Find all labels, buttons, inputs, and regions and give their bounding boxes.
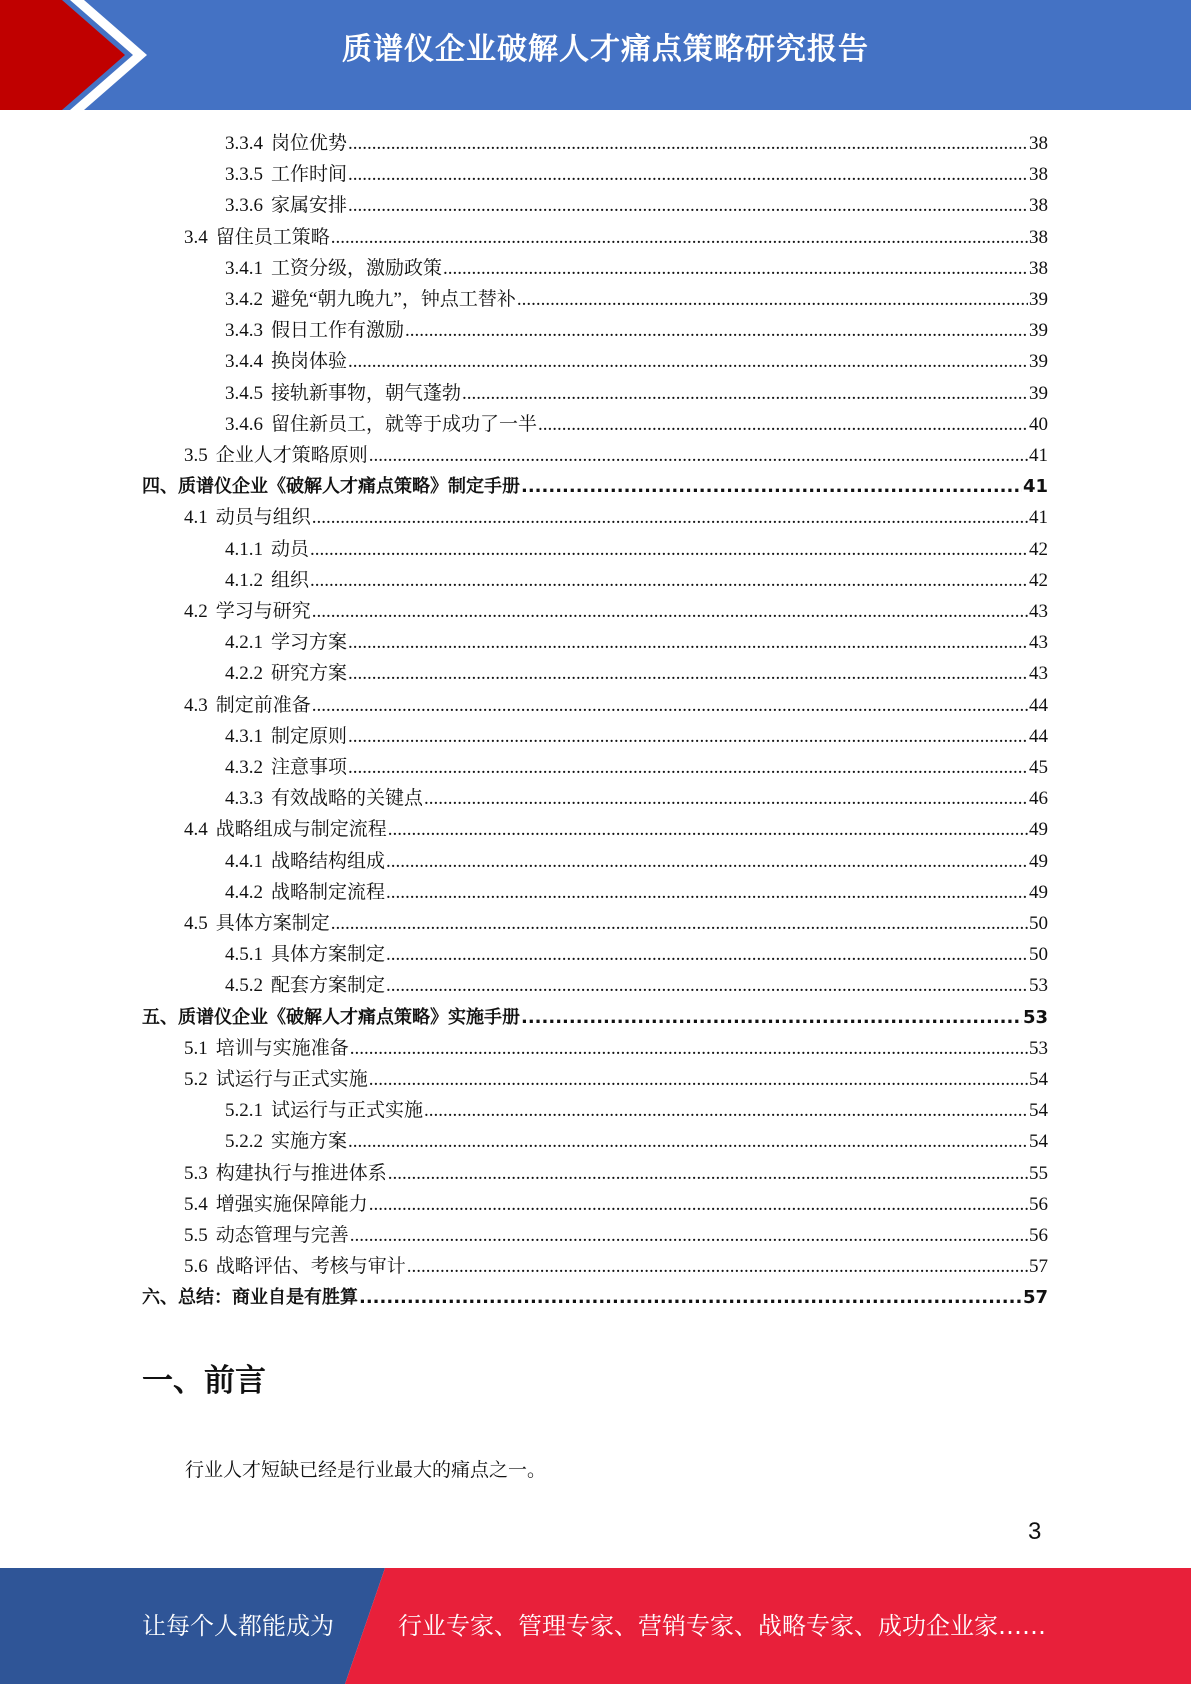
toc-entry-page: 50	[1029, 944, 1048, 966]
toc-entry[interactable]	[184, 1220, 1048, 1251]
toc-entry-page: 45	[1029, 757, 1048, 778]
toc-dot-leader	[348, 721, 1028, 752]
toc-entry-number: 4.2.2	[225, 663, 263, 685]
toc-entry-title: 留住员工策略	[215, 226, 330, 248]
toc-entry[interactable]	[184, 596, 1048, 627]
toc-dot-leader	[348, 346, 1028, 377]
toc-entry-number: 4.3.2	[225, 757, 263, 778]
toc-entry[interactable]	[184, 690, 1048, 721]
toc-entry-title: 增强实施保障能力	[215, 1193, 368, 1215]
toc-dot-leader	[350, 1220, 1028, 1251]
toc-entry-page: 44	[1029, 694, 1048, 716]
toc-entry-number: 4.4	[184, 819, 208, 841]
toc-entry[interactable]	[225, 534, 1048, 565]
toc-dot-leader	[369, 1064, 1028, 1095]
toc-entry-number: 3.3.4	[225, 133, 263, 154]
toc-entry-page: 38	[1029, 164, 1048, 186]
toc-entry-title: 实施方案	[271, 1131, 348, 1153]
toc-entry[interactable]	[184, 502, 1048, 533]
toc-entry-number: 3.4.3	[225, 320, 263, 342]
toc-entry-page: 49	[1029, 850, 1048, 872]
toc-entry-page: 38	[1029, 195, 1048, 217]
toc-entry-title: 避免“朝九晚九”，钟点工替补	[271, 289, 516, 310]
toc-dot-leader	[310, 565, 1028, 596]
toc-entry-page: 39	[1029, 351, 1048, 373]
toc-entry-title: 战略评估、考核与审计	[215, 1256, 406, 1278]
toc-entry-page: 38	[1029, 226, 1048, 248]
toc-entry-page: 54	[1029, 1100, 1048, 1122]
toc-entry-number: 四、	[142, 476, 178, 498]
toc-entry-number: 5.4	[184, 1193, 208, 1215]
toc-entry-title: 动员	[271, 538, 310, 560]
toc-entry-number: 4.2	[184, 601, 208, 622]
toc-entry[interactable]	[184, 908, 1048, 939]
toc-entry-title: 研究方案	[271, 663, 348, 685]
toc-entry[interactable]	[225, 378, 1048, 409]
toc-entry[interactable]	[142, 1002, 1048, 1033]
report-title: 质谱仪企业破解人才痛点策略研究报告	[342, 32, 869, 67]
toc-entry-number: 3.4.2	[225, 289, 263, 310]
toc-dot-leader	[359, 1282, 1022, 1313]
toc-entry-number: 5.2.1	[225, 1100, 263, 1122]
toc-entry-title: 留住新员工，就等于成功了一半	[271, 413, 538, 435]
toc-entry-page: 41	[1029, 445, 1048, 466]
toc-entry-title: 总结：商业自是有胜算	[178, 1287, 358, 1309]
toc-dot-leader	[331, 908, 1028, 939]
toc-entry-number: 5.2	[184, 1069, 208, 1090]
toc-entry-number: 3.4.5	[225, 382, 263, 404]
toc-dot-leader	[386, 939, 1028, 970]
toc-entry-page: 38	[1029, 133, 1048, 154]
toc-entry-title: 动态管理与完善	[215, 1225, 349, 1246]
toc-entry-title: 具体方案制定	[271, 944, 386, 966]
toc-entry-page: 54	[1029, 1131, 1048, 1153]
toc-entry-page: 44	[1029, 725, 1048, 747]
toc-entry[interactable]	[225, 315, 1048, 346]
toc-entry[interactable]	[225, 939, 1048, 970]
toc-dot-leader	[388, 814, 1028, 845]
toc-entry[interactable]	[184, 814, 1048, 845]
toc-entry[interactable]	[225, 752, 1048, 783]
toc-entry-page: 39	[1029, 320, 1048, 342]
toc-dot-leader	[521, 471, 1022, 502]
toc-entry-number: 4.4.1	[225, 850, 263, 872]
toc-dot-leader	[331, 222, 1028, 253]
toc-dot-leader	[517, 284, 1028, 315]
toc-entry[interactable]	[225, 658, 1048, 689]
toc-dot-leader	[386, 877, 1028, 908]
toc-entry-number: 5.3	[184, 1162, 208, 1184]
toc-dot-leader	[348, 752, 1028, 783]
toc-entry[interactable]	[225, 128, 1048, 159]
toc-entry-page: 57	[1029, 1256, 1048, 1278]
toc-entry[interactable]	[225, 565, 1048, 596]
toc-entry[interactable]	[225, 783, 1048, 814]
toc-entry-title: 家属安排	[271, 195, 348, 217]
toc-dot-leader	[348, 627, 1028, 658]
toc-entry[interactable]	[184, 1033, 1048, 1064]
toc-entry-page: 42	[1029, 538, 1048, 560]
toc-entry-page: 54	[1029, 1069, 1048, 1090]
toc-entry[interactable]	[225, 284, 1048, 315]
toc-entry-title: 有效战略的关键点	[271, 788, 424, 810]
toc-entry-title: 工资分级，激励政策	[271, 257, 443, 279]
toc-entry-title: 制定原则	[271, 725, 348, 747]
toc-entry-page: 57	[1022, 1287, 1048, 1309]
toc-entry-title: 接轨新事物，朝气蓬勃	[271, 382, 462, 404]
toc-entry-number: 3.4	[184, 226, 208, 248]
toc-entry[interactable]	[225, 409, 1048, 440]
toc-entry[interactable]	[225, 877, 1048, 908]
toc-entry-page: 43	[1029, 632, 1048, 654]
page-header	[0, 0, 1191, 110]
toc-entry[interactable]	[142, 471, 1048, 502]
toc-entry-page: 53	[1022, 1006, 1048, 1028]
toc-entry-page: 53	[1029, 1037, 1048, 1059]
toc-dot-leader	[350, 1033, 1028, 1064]
toc-entry-title: 制定前准备	[215, 694, 311, 716]
toc-entry-page: 42	[1029, 569, 1048, 591]
toc-entry-number: 4.5.2	[225, 975, 263, 997]
toc-entry-title: 质谱仪企业《破解人才痛点策略》制定手册	[178, 476, 520, 498]
toc-entry-title: 组织	[271, 569, 310, 591]
toc-entry-title: 学习方案	[271, 632, 348, 654]
toc-entry[interactable]	[225, 1126, 1048, 1157]
toc-entry-page: 41	[1029, 507, 1048, 529]
toc-entry-title: 工作时间	[271, 164, 348, 186]
toc-entry-number: 4.3.1	[225, 725, 263, 747]
toc-entry-number: 3.5	[184, 445, 208, 466]
toc-dot-leader	[386, 846, 1028, 877]
toc-dot-leader	[538, 409, 1028, 440]
toc-entry-title: 配套方案制定	[271, 975, 386, 997]
toc-dot-leader	[388, 1158, 1028, 1189]
section-heading: 一、前言	[142, 1363, 266, 1399]
toc-entry-number: 五、	[142, 1006, 178, 1028]
toc-entry-number: 4.1.1	[225, 538, 263, 560]
body-paragraph: 行业人才短缺已经是行业最大的痛点之一。	[185, 1460, 547, 1481]
toc-entry-title: 培训与实施准备	[215, 1037, 349, 1059]
toc-entry[interactable]	[225, 190, 1048, 221]
toc-entry-number: 4.2.1	[225, 632, 263, 654]
toc-entry-page: 46	[1029, 788, 1048, 810]
toc-entry-number: 4.3.3	[225, 788, 263, 810]
toc-dot-leader	[405, 315, 1028, 346]
toc-entry-number: 4.5.1	[225, 944, 263, 966]
toc-entry[interactable]	[225, 346, 1048, 377]
toc-dot-leader	[312, 690, 1028, 721]
toc-dot-leader	[348, 128, 1028, 159]
toc-entry-number: 4.5	[184, 913, 208, 934]
toc-dot-leader	[407, 1251, 1028, 1282]
toc-entry-page: 39	[1029, 382, 1048, 404]
toc-dot-leader	[443, 253, 1028, 284]
toc-entry[interactable]	[225, 627, 1048, 658]
toc-entry[interactable]	[184, 1189, 1048, 1220]
toc-entry-title: 战略组成与制定流程	[215, 819, 387, 841]
toc-entry-number: 3.3.5	[225, 164, 263, 186]
toc-dot-leader	[310, 534, 1028, 565]
toc-dot-leader	[424, 783, 1028, 814]
toc-entry[interactable]	[225, 721, 1048, 752]
page-footer	[0, 1568, 1191, 1684]
toc-dot-leader	[312, 596, 1028, 627]
toc-entry[interactable]	[225, 970, 1048, 1001]
toc-entry-title: 战略制定流程	[271, 881, 386, 903]
toc-entry-page: 43	[1029, 663, 1048, 685]
toc-entry[interactable]	[184, 1158, 1048, 1189]
toc-entry-number: 3.4.1	[225, 257, 263, 279]
toc-entry-title: 企业人才策略原则	[215, 445, 368, 466]
toc-entry-title: 假日工作有激励	[271, 320, 405, 342]
footer-slogan-left: 让每个人都能成为	[142, 1612, 334, 1640]
toc-entry-number: 4.4.2	[225, 881, 263, 903]
toc-entry-page: 43	[1029, 601, 1048, 622]
toc-entry-page: 56	[1029, 1225, 1048, 1246]
toc-dot-leader	[312, 502, 1028, 533]
toc-entry-page: 40	[1029, 413, 1048, 435]
toc-entry-title: 学习与研究	[215, 601, 311, 622]
toc-dot-leader	[348, 658, 1028, 689]
toc-entry-page: 50	[1029, 913, 1048, 934]
toc-entry[interactable]	[225, 159, 1048, 190]
toc-dot-leader	[424, 1095, 1028, 1126]
toc-entry-title: 注意事项	[271, 757, 348, 778]
toc-entry[interactable]	[225, 1095, 1048, 1126]
toc-entry-title: 换岗体验	[271, 351, 348, 373]
toc-entry-page: 38	[1029, 257, 1048, 279]
toc-dot-leader	[369, 440, 1028, 471]
toc-dot-leader	[462, 378, 1028, 409]
toc-entry-page: 39	[1029, 289, 1048, 310]
toc-entry[interactable]	[184, 1251, 1048, 1282]
toc-dot-leader	[348, 159, 1028, 190]
toc-dot-leader	[348, 190, 1028, 221]
toc-entry-page: 41	[1022, 476, 1048, 498]
toc-entry-title: 战略结构组成	[271, 850, 386, 872]
toc-entry-title: 质谱仪企业《破解人才痛点策略》实施手册	[178, 1006, 520, 1028]
toc-entry-page: 49	[1029, 881, 1048, 903]
toc-entry-page: 53	[1029, 975, 1048, 997]
toc-entry-title: 构建执行与推进体系	[215, 1162, 387, 1184]
toc-entry[interactable]	[184, 222, 1048, 253]
toc-dot-leader	[348, 1126, 1028, 1157]
toc-entry[interactable]	[142, 1282, 1048, 1313]
toc-entry-number: 5.2.2	[225, 1131, 263, 1153]
toc-entry-number: 5.6	[184, 1256, 208, 1278]
toc-entry[interactable]	[184, 1064, 1048, 1095]
toc-entry-title: 岗位优势	[271, 133, 348, 154]
toc-entry-number: 4.3	[184, 694, 208, 716]
toc-entry-page: 55	[1029, 1162, 1048, 1184]
toc-entry-title: 动员与组织	[215, 507, 311, 529]
toc-entry-number: 4.1.2	[225, 569, 263, 591]
toc-entry-page: 56	[1029, 1193, 1048, 1215]
footer-slogan-right: 行业专家、管理专家、营销专家、战略专家、成功企业家……	[398, 1612, 1046, 1640]
toc-entry-number: 3.3.6	[225, 195, 263, 217]
toc-entry-number: 六、	[142, 1287, 178, 1309]
toc-dot-leader	[521, 1002, 1022, 1033]
toc-entry-number: 5.1	[184, 1037, 208, 1059]
toc-entry[interactable]	[184, 440, 1048, 471]
toc-entry-page: 49	[1029, 819, 1048, 841]
toc-entry-number: 5.5	[184, 1225, 208, 1246]
toc-entry-title: 试运行与正式实施	[215, 1069, 368, 1090]
toc-entry-title: 具体方案制定	[215, 913, 330, 934]
toc-entry-number: 3.4.4	[225, 351, 263, 373]
toc-entry-number: 3.4.6	[225, 413, 263, 435]
page-number: 3	[1028, 1518, 1042, 1545]
toc-entry-number: 4.1	[184, 507, 208, 529]
toc-entry[interactable]	[225, 846, 1048, 877]
toc-entry[interactable]	[225, 253, 1048, 284]
toc-entry-title: 试运行与正式实施	[271, 1100, 424, 1122]
toc-dot-leader	[369, 1189, 1028, 1220]
toc-dot-leader	[386, 970, 1028, 1001]
